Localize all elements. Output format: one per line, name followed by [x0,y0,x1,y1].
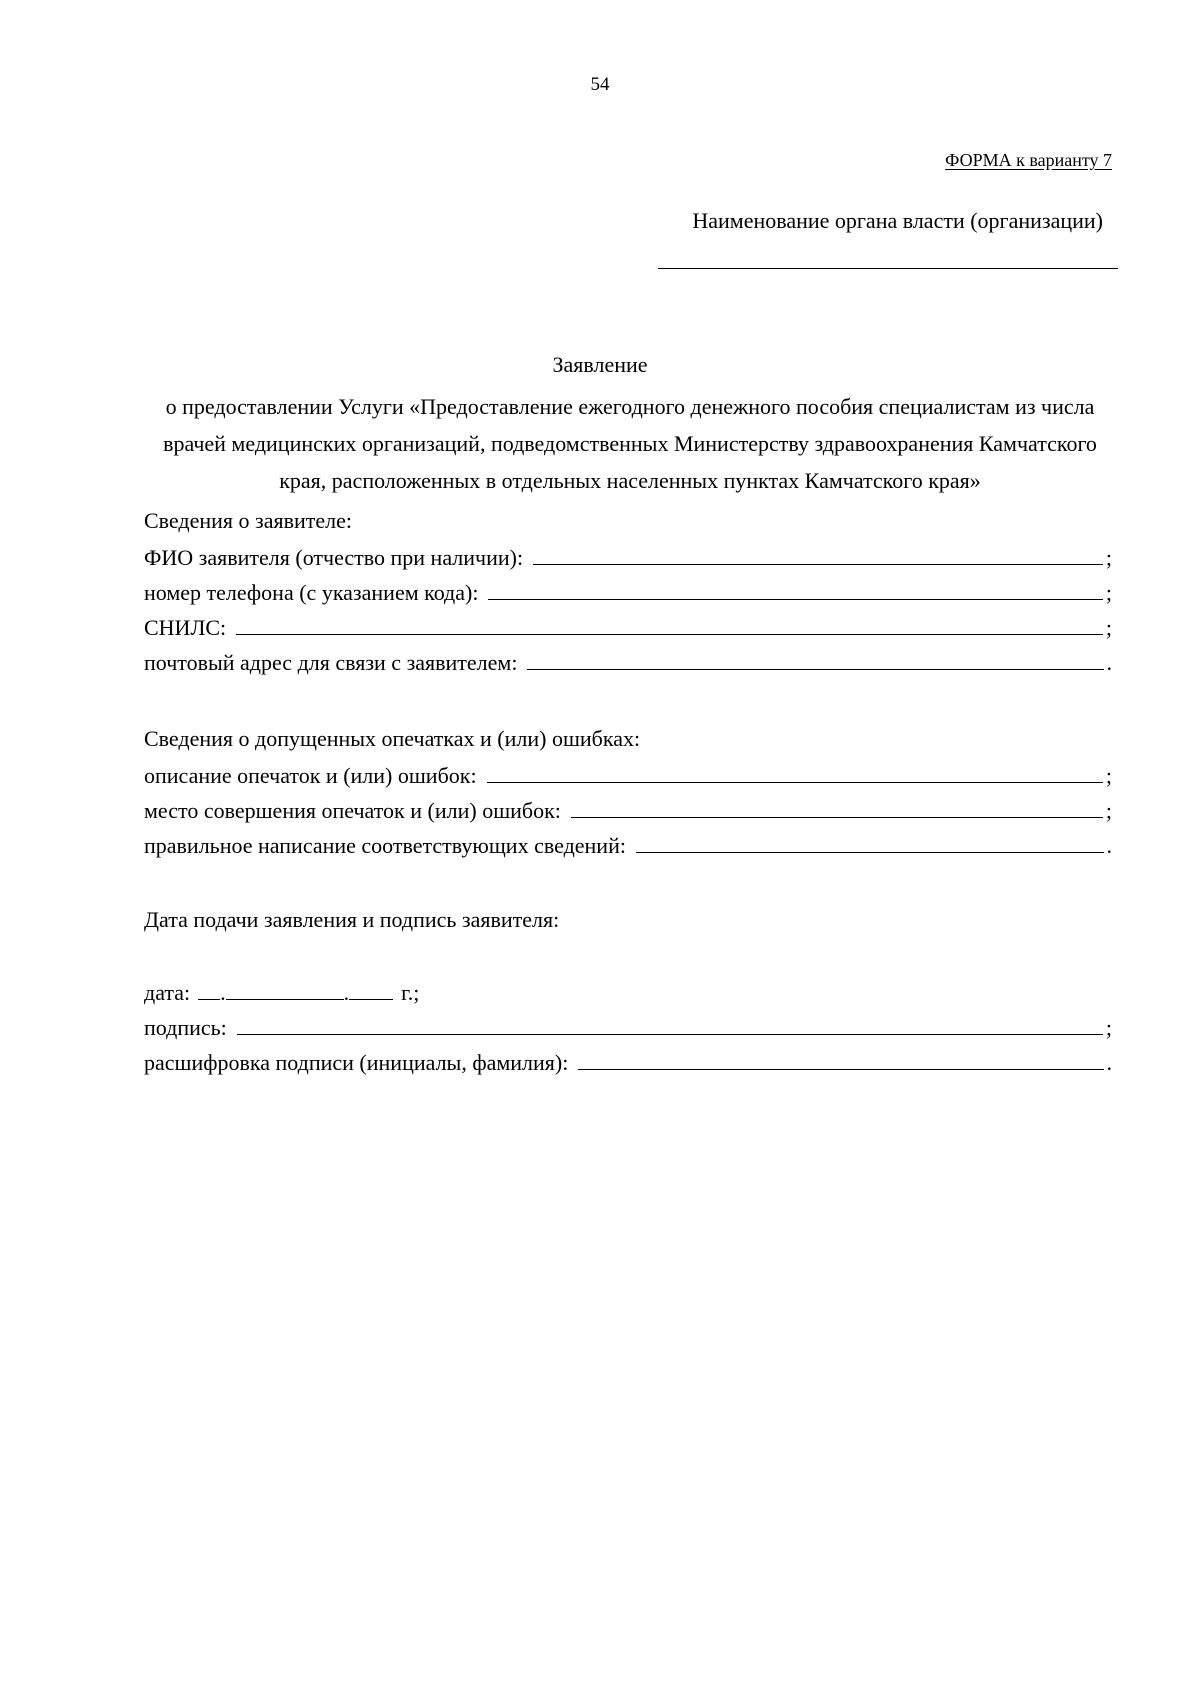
signature-section-heading: Дата подачи заявления и подпись заявителя: [144,907,560,932]
page-number: 54 [590,74,610,95]
fio-end-mark: ; [1105,545,1112,570]
correct-spelling-blank-line [636,852,1104,853]
snils-blank-line [236,634,1103,635]
errors-section-heading: Сведения о допущенных опечатках и (или) ошибках: [144,726,641,751]
address-label: почтовый адрес для связи с заявителем: [144,650,518,675]
snils-end-mark: ; [1105,615,1112,640]
correct-spelling-field [144,829,1112,859]
signature-decode-field [144,1046,1112,1076]
snils-field [144,611,1112,641]
date-month-blank [226,999,344,1000]
document-subtitle: о предоставлении Услуги «Предоставление ежегодного денежного пособия специалистам из числа врачей медицинских организаций, подведомственных Министерству здравоохранения Камчатского края, расположенных в отдельных населенных пунктах Камчатского края» [163,394,1097,493]
phone-field [144,576,1112,606]
date-day-blank [198,999,220,1000]
error-location-blank-line [571,817,1103,818]
signature-blank-line [237,1034,1103,1035]
signature-decode-label: расшифровка подписи (инициалы, фамилия): [144,1050,569,1075]
phone-label: номер телефона (с указанием кода): [144,580,479,605]
phone-end-mark: ; [1105,580,1112,605]
signature-end-mark: ; [1105,1015,1112,1040]
snils-label: СНИЛС: [144,615,227,640]
signature-decode-blank-line [578,1069,1103,1070]
fio-field [144,541,1112,571]
form-reference: ФОРМА к варианту 7 [945,150,1112,170]
date-field [144,976,419,1006]
document-title: Заявление [552,352,648,377]
fio-blank-line [533,564,1103,565]
authority-label: Наименование органа власти (организации) [692,208,1103,233]
fio-label: ФИО заявителя (отчество при наличии): [144,545,524,570]
error-description-label: описание опечаток и (или) ошибок: [144,763,477,788]
error-location-label: место совершения опечаток и (или) ошибок: [144,798,561,823]
error-description-blank-line [487,782,1103,783]
error-location-end-mark: ; [1105,798,1112,823]
date-separator-2: . [343,980,350,1005]
address-end-mark: . [1106,650,1112,675]
address-blank-line [527,669,1103,670]
signature-label: подпись: [144,1015,227,1040]
address-field [144,646,1112,676]
applicant-section-heading: Сведения о заявителе: [144,508,353,533]
date-separator-1: . [220,980,226,1005]
correct-spelling-end-mark: . [1106,833,1112,858]
error-location-field [144,794,1112,824]
date-year-blank [349,999,393,1000]
error-description-end-mark: ; [1105,763,1112,788]
signature-field [144,1011,1112,1041]
phone-blank-line [488,599,1102,600]
correct-spelling-label: правильное написание соответствующих сведений: [144,833,626,858]
authority-blank-line [658,268,1118,269]
date-year-suffix: г.; [401,980,420,1005]
error-description-field [144,759,1112,789]
date-label: дата: [144,980,191,1005]
signature-decode-end-mark: . [1106,1050,1112,1075]
